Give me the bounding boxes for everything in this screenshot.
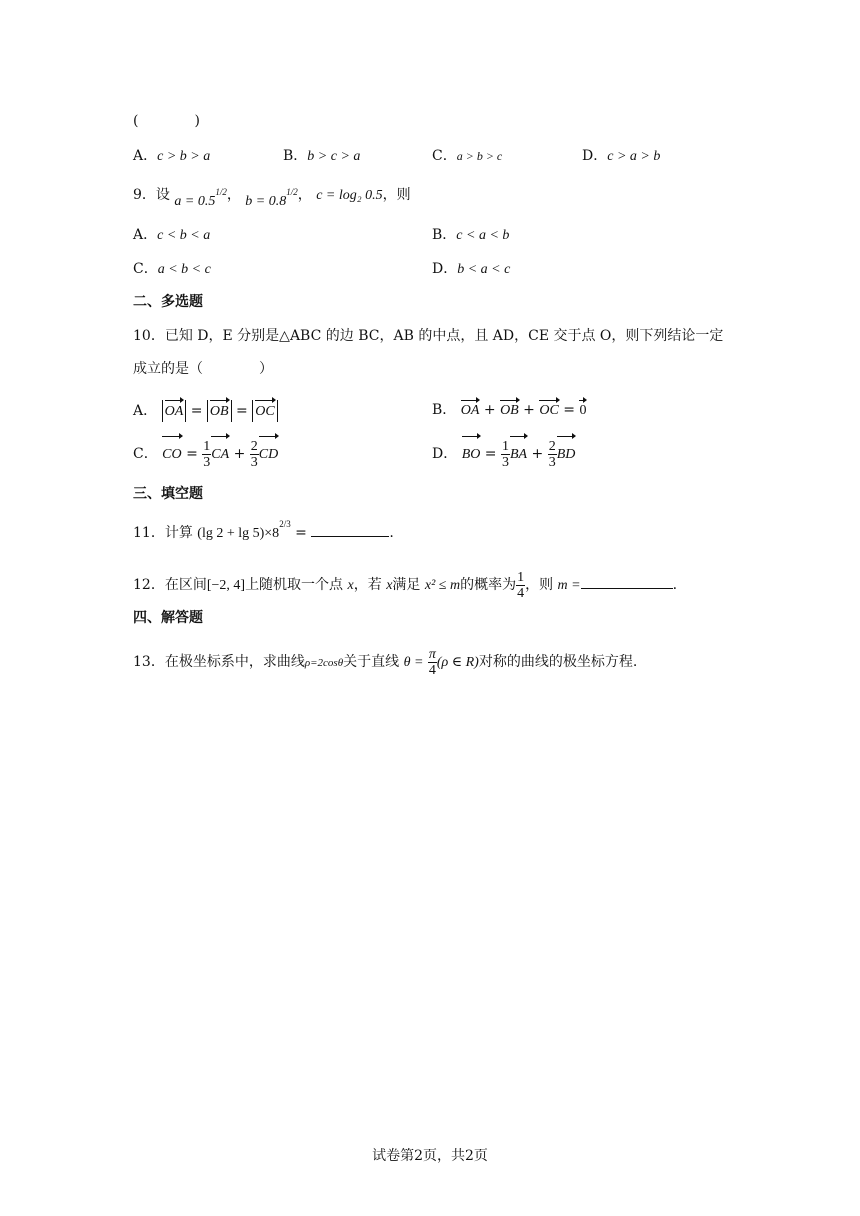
- q10-option-b: B． OA + OB + OC = 0: [432, 402, 587, 418]
- q9-tail: ，则: [382, 187, 411, 203]
- q10-stem-line2: 成立的是（ ）: [133, 361, 273, 377]
- question-number: 10．: [133, 328, 165, 344]
- condition: (ρ ∈ R): [436, 655, 479, 670]
- q10-stem-line1: [133, 327, 723, 345]
- option-letter: B．: [432, 227, 457, 243]
- option-text: b < a < c: [457, 262, 511, 277]
- q9-a-expr: $a = 0.5^{1/2}$: [174, 187, 227, 209]
- fraction-two-thirds: $\frac{2}{3}$: [250, 438, 258, 470]
- option-text: c > b > a: [157, 149, 211, 164]
- q9-option-a: [133, 226, 210, 245]
- section-heading-answer: 四、解答题: [133, 610, 203, 626]
- question-number: 13．: [133, 654, 165, 670]
- theta-equals: θ =: [403, 655, 424, 670]
- q9-c-expr: c = log₂ 0.5: [316, 188, 383, 203]
- q12-text: ，若: [353, 577, 382, 593]
- section-heading-fill-in: 三、填空题: [133, 486, 203, 502]
- inequality: x² ≤ m: [424, 578, 461, 593]
- q13-text: 在极坐标系中，求曲线: [164, 654, 305, 670]
- abs-oa: OA: [162, 400, 187, 422]
- fraction-two-thirds: $\frac{2}{3}$: [548, 438, 556, 470]
- option-letter: A．: [133, 403, 158, 419]
- option-text: c < b < a: [157, 228, 211, 243]
- q8-option-d: [582, 147, 660, 166]
- curve-equation: ρ=2cosθ: [304, 657, 344, 669]
- q8-option-a: [133, 147, 210, 166]
- answer-blank[interactable]: [581, 576, 673, 589]
- q8-option-c: [432, 147, 502, 165]
- q9-b-expr: $b = 0.8^{1/2}$: [245, 187, 298, 209]
- q9-option-b: [432, 226, 509, 245]
- question-number: 11．: [133, 525, 165, 541]
- option-letter: A．: [133, 227, 158, 243]
- q12-text: 上随机取一个点: [245, 577, 344, 593]
- q12-stem: [133, 568, 677, 603]
- question-number: 9．: [133, 187, 156, 203]
- option-letter: C．: [133, 261, 158, 277]
- q10-option-c: C． CO = $\frac{1}{3}$ CA + $\frac{2}{3}$ CD: [133, 436, 278, 472]
- option-letter: C．: [432, 148, 457, 164]
- abs-ob: OB: [207, 400, 232, 422]
- option-text: a < b < c: [157, 262, 211, 277]
- answer-blank[interactable]: [311, 524, 389, 537]
- option-letter: D．: [432, 446, 458, 462]
- q13-text: 关于直线: [343, 654, 400, 670]
- q12-text: 在区间: [164, 577, 207, 593]
- option-text: c < a < b: [456, 228, 510, 243]
- option-text: a > b > c: [456, 149, 503, 163]
- period: .: [389, 525, 394, 541]
- fraction-one-third: $\frac{1}{3}$: [502, 438, 509, 470]
- q12-text: 满足: [392, 577, 421, 593]
- section-heading-multiple-choice: 二、多选题: [133, 294, 203, 310]
- fraction-pi-over-four: $\frac{\pi}{4}$: [428, 646, 436, 678]
- option-text: c > a > b: [607, 149, 661, 164]
- option-letter: C．: [133, 446, 158, 462]
- var-x: x: [386, 578, 393, 593]
- q11-expression: (lg $2 + \lg 5)\times 8^{2/3}$: [197, 519, 291, 541]
- m-equals: m =: [557, 578, 581, 593]
- var-x: x: [347, 578, 354, 593]
- interval: [−2, 4]: [206, 578, 246, 593]
- q12-text: ，则: [525, 577, 554, 593]
- q13-text: 对称的曲线的极坐标方程.: [478, 654, 638, 670]
- option-letter: A．: [133, 148, 158, 164]
- q8-answer-paren: ( ): [133, 113, 200, 129]
- option-letter: B．: [432, 402, 457, 418]
- q11-stem: [133, 519, 394, 543]
- option-letter: B．: [283, 148, 308, 164]
- q10-option-d: D． BO = $\frac{1}{3}$ BA + $\frac{2}{3}$ BD: [432, 436, 575, 472]
- q10-text: 已知 D，E 分别是△ABC 的边 BC，AB 的中点，且 AD，CE 交于点 O，则下列结论一定: [164, 328, 724, 344]
- q9-lead: 设: [155, 187, 170, 203]
- abs-oc: OC: [252, 400, 277, 422]
- q9-option-d: [432, 260, 510, 279]
- q8-option-b: [283, 147, 360, 166]
- q10-option-a: A． OA = OB = OC: [133, 400, 278, 422]
- q12-text: 的概率为: [460, 577, 517, 593]
- option-letter: D．: [432, 261, 458, 277]
- period: .: [672, 577, 678, 593]
- q9-option-c: [133, 260, 211, 279]
- fraction-one-third: $\frac{1}{3}$: [203, 438, 211, 470]
- equals-sign: =: [290, 525, 312, 541]
- question-number: 12．: [133, 577, 165, 593]
- option-text: b > c > a: [307, 149, 361, 164]
- q11-lead: 计算: [164, 525, 193, 541]
- page-footer: 试卷第2页，共2页: [372, 1148, 488, 1164]
- q9-stem: 9．设 $a = 0.5^{1/2}$， $b = 0.8^{1/2}$， c = log₂ 0.5，则: [133, 187, 411, 209]
- fraction-one-quarter: $\frac{1}{4}$: [517, 569, 525, 601]
- q13-stem: [133, 645, 637, 680]
- option-letter: D．: [582, 148, 608, 164]
